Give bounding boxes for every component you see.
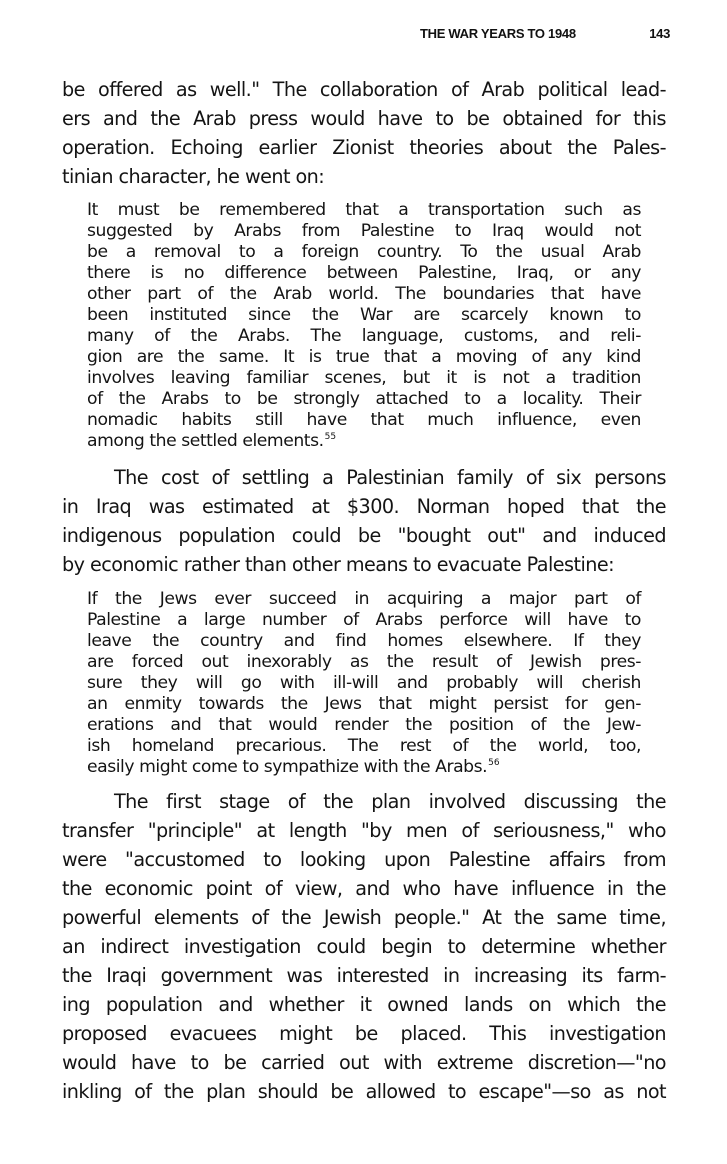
running-head bbox=[420, 26, 670, 41]
blockquote-line: there is no difference between Palestine, Iraq, or any bbox=[87, 263, 641, 283]
body-line: proposed evacuees might be placed. This investigation bbox=[62, 1022, 666, 1045]
body-line: be offered as well." The collaboration of Arab political lead- bbox=[62, 78, 666, 101]
blockquote-line: be a removal to a foreign country. To the usual Arab bbox=[87, 242, 641, 262]
footnote-reference[interactable]: 56 bbox=[488, 758, 500, 768]
blockquote-line: It must be remembered that a transportation such as bbox=[87, 200, 641, 220]
blockquote-line: Palestine a large number of Arabs perforce will have to bbox=[87, 610, 641, 630]
blockquote-line-last bbox=[87, 431, 641, 451]
body-line: ing population and whether it owned lands on which the bbox=[62, 993, 666, 1016]
running-title: THE WAR YEARS TO 1948 bbox=[420, 26, 576, 41]
blockquote-text: easily might come to sympathize with the Arabs. bbox=[87, 757, 488, 777]
body-line: The first stage of the plan involved discussing the bbox=[114, 790, 666, 813]
blockquote-line: of the Arabs to be strongly attached to a locality. Their bbox=[87, 389, 641, 409]
blockquote-line: sure they will go with ill-will and probably will cherish bbox=[87, 673, 641, 693]
body-line: would have to be carried out with extreme discretion—"no bbox=[62, 1051, 666, 1074]
body-line: were "accustomed to looking upon Palestine affairs from bbox=[62, 848, 666, 871]
body-line: transfer "principle" at length "by men of seriousness," who bbox=[62, 819, 666, 842]
footnote-reference[interactable]: 55 bbox=[324, 432, 337, 442]
body-line: operation. Echoing earlier Zionist theories about the Pales- bbox=[62, 136, 666, 159]
body-line: powerful elements of the Jewish people." At the same time, bbox=[62, 906, 666, 929]
body-line: in Iraq was estimated at $300. Norman hoped that the bbox=[62, 495, 666, 518]
blockquote-text: among the settled elements. bbox=[87, 431, 324, 451]
blockquote-line: ish homeland precarious. The rest of the world, too, bbox=[87, 736, 641, 756]
blockquote-line: are forced out inexorably as the result of Jewish pres- bbox=[87, 652, 641, 672]
body-line: tinian character, he went on: bbox=[62, 165, 325, 188]
blockquote-line: erations and that would render the position of the Jew- bbox=[87, 715, 641, 735]
body-line: indigenous population could be "bought out" and induced bbox=[62, 524, 666, 547]
body-line: by economic rather than other means to evacuate Palestine: bbox=[62, 553, 615, 576]
blockquote-line: many of the Arabs. The language, customs, and reli- bbox=[87, 326, 641, 346]
blockquote-line: leave the country and find homes elsewhere. If they bbox=[87, 631, 641, 651]
body-line: The cost of settling a Palestinian family of six persons bbox=[114, 466, 666, 489]
body-line: an indirect investigation could begin to determine whether bbox=[62, 935, 666, 958]
body-line: the Iraqi government was interested in increasing its farm- bbox=[62, 964, 666, 987]
blockquote-line: involves leaving familiar scenes, but it is not a tradition bbox=[87, 368, 641, 388]
blockquote-line-last bbox=[87, 757, 641, 777]
blockquote-line: gion are the same. It is true that a moving of any kind bbox=[87, 347, 641, 367]
body-line: inkling of the plan should be allowed to escape"—so as not bbox=[62, 1080, 666, 1103]
page-number: 143 bbox=[649, 26, 670, 41]
blockquote-line: nomadic habits still have that much influence, even bbox=[87, 410, 641, 430]
blockquote-line: been instituted since the War are scarcely known to bbox=[87, 305, 641, 325]
body-line: the economic point of view, and who have influence in the bbox=[62, 877, 666, 900]
blockquote-line: other part of the Arab world. The boundaries that have bbox=[87, 284, 641, 304]
blockquote-line: an enmity towards the Jews that might persist for gen- bbox=[87, 694, 641, 714]
blockquote-line: suggested by Arabs from Palestine to Iraq would not bbox=[87, 221, 641, 241]
blockquote-line: If the Jews ever succeed in acquiring a major part of bbox=[87, 589, 641, 609]
body-line: ers and the Arab press would have to be obtained for this bbox=[62, 107, 666, 130]
